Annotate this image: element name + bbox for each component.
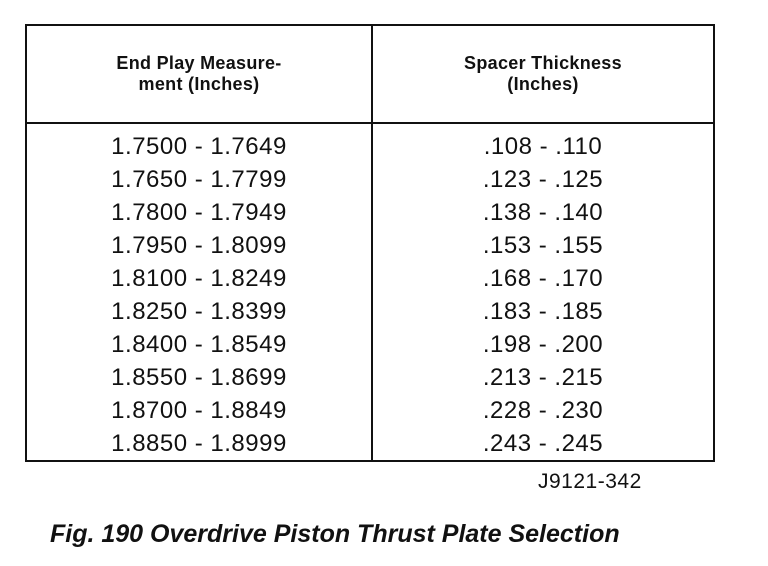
- figure-code: J9121-342: [538, 470, 642, 493]
- end-play-cell: 1.8400 - 1.8549: [111, 331, 287, 358]
- table-row: [27, 295, 713, 328]
- end-play-cell: 1.8850 - 1.8999: [111, 430, 287, 457]
- table-body: [27, 130, 713, 460]
- spacer-cell: .153 - .155: [482, 232, 604, 259]
- table-row: [27, 262, 713, 295]
- table-row: [27, 394, 713, 427]
- header-spacer-thickness: Spacer Thickness (Inches): [464, 53, 622, 94]
- spacer-cell: .198 - .200: [482, 331, 604, 358]
- spacer-cell: .243 - .245: [482, 430, 604, 457]
- end-play-cell: 1.8100 - 1.8249: [111, 265, 287, 292]
- spacer-cell: .138 - .140: [482, 199, 604, 226]
- end-play-cell: 1.8700 - 1.8849: [111, 397, 287, 424]
- figure-caption: Fig. 190 Overdrive Piston Thrust Plate Selection: [50, 520, 620, 548]
- table-row: [27, 328, 713, 361]
- spacer-cell: .123 - .125: [482, 166, 604, 193]
- end-play-cell: 1.7950 - 1.8099: [111, 232, 287, 259]
- header-end-play: End Play Measure- ment (Inches): [116, 53, 282, 94]
- spacer-cell: .228 - .230: [482, 397, 604, 424]
- table-row: [27, 229, 713, 262]
- thrust-plate-table: [25, 24, 715, 462]
- table-row: [27, 130, 713, 163]
- spacer-cell: .108 - .110: [483, 133, 603, 160]
- end-play-cell: 1.7800 - 1.7949: [111, 199, 287, 226]
- end-play-cell: 1.7500 - 1.7649: [111, 133, 287, 160]
- end-play-cell: 1.7650 - 1.7799: [111, 166, 287, 193]
- table-row: [27, 427, 713, 460]
- end-play-cell: 1.8550 - 1.8699: [111, 364, 287, 391]
- table-row: [27, 163, 713, 196]
- end-play-cell: 1.8250 - 1.8399: [111, 298, 287, 325]
- table-row: [27, 361, 713, 394]
- spacer-cell: .213 - .215: [482, 364, 604, 391]
- spacer-cell: .183 - .185: [482, 298, 604, 325]
- spacer-cell: .168 - .170: [482, 265, 604, 292]
- table-row: [27, 196, 713, 229]
- header-divider: [27, 122, 713, 124]
